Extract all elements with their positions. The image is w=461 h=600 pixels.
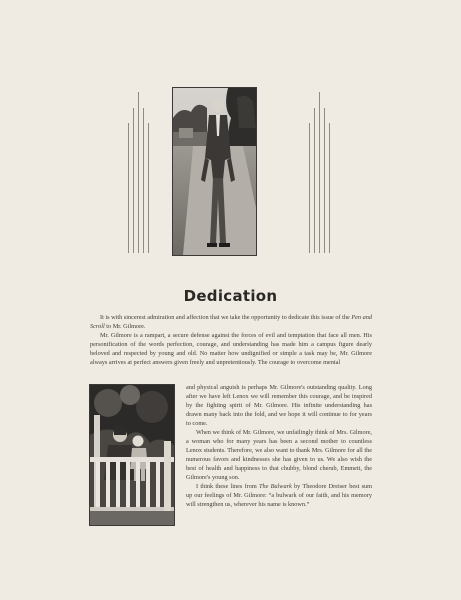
photo-mrs-gilmore-and-son [89, 384, 175, 526]
portrait-photo-mr-gilmore [172, 87, 257, 256]
paragraph-4 [186, 482, 372, 509]
page-title: Dedication [183, 287, 278, 305]
decorative-rule-left-2 [133, 108, 134, 253]
paragraph-1 [90, 313, 372, 331]
decorative-rule-right-2 [314, 108, 315, 253]
decorative-rule-left-3 [138, 92, 139, 253]
paragraph-4-before: I think these lines from [196, 483, 259, 490]
family-photo-image [90, 385, 174, 525]
decorative-rule-right-5 [329, 123, 330, 253]
paragraph-4-after: by Theodore Dreiser best sum up our feelings of Mr. Gilmore: “a bulwark of our faith, and his memory will strengthen us, wherever his name is known.” [186, 483, 372, 508]
portrait-photo-image [173, 88, 256, 255]
decorative-rule-right-3 [319, 92, 320, 253]
paragraph-1-before: It is with sincerest admiration and affection that we take the opportunity to dedicate this issue of the [100, 314, 352, 321]
publication-title: Pen and Scroll [90, 314, 372, 330]
paragraph-1-after: to Mr. Gilmore. [104, 323, 146, 330]
decorative-rule-right-1 [309, 123, 310, 253]
dedication-text-right-column [186, 383, 372, 509]
decorative-rule-right-4 [324, 108, 325, 253]
paragraph-2: Mr. Gilmore is a rampart, a secure defense against the forces of evil and temptation that face all men. His personification of the words perfection, courage, and understanding has made him a campus figure dearly beloved and respected by young and old. No matter how undignified or simple a task may be, Mr. Gilmore always arrives at perfect answers given freely and unpretentiously. The courage to overcome mental [90, 332, 372, 366]
decorative-rule-left-1 [128, 123, 129, 253]
decorative-rule-left-4 [143, 108, 144, 253]
dedication-text-top [90, 313, 372, 367]
paragraph-2-continued: and physical anguish is perhaps Mr. Gilmore's outstanding quality. Long after we have left Lenox we will remember this courage, and be inspired by the fighting spirit of Mr. Gilmore. His infinite understanding has drawn many back into the fold, and we hope it will continue to for years to come. [186, 384, 372, 427]
book-title: The Bulwark [258, 483, 292, 490]
paragraph-3: When we think of Mr. Gilmore, we unfailingly think of Mrs. Gilmore, a woman who for many years has been a second mother to countless Lenox students. Therefore, we also want to thank Mrs. Gilmore for all the numerous favors and kindnesses she has given to us. We also wish the best of health and happiness to that chubby, blond cherub, Emmett, the Gilmore's young son. [186, 429, 372, 481]
decorative-rule-left-5 [148, 123, 149, 253]
